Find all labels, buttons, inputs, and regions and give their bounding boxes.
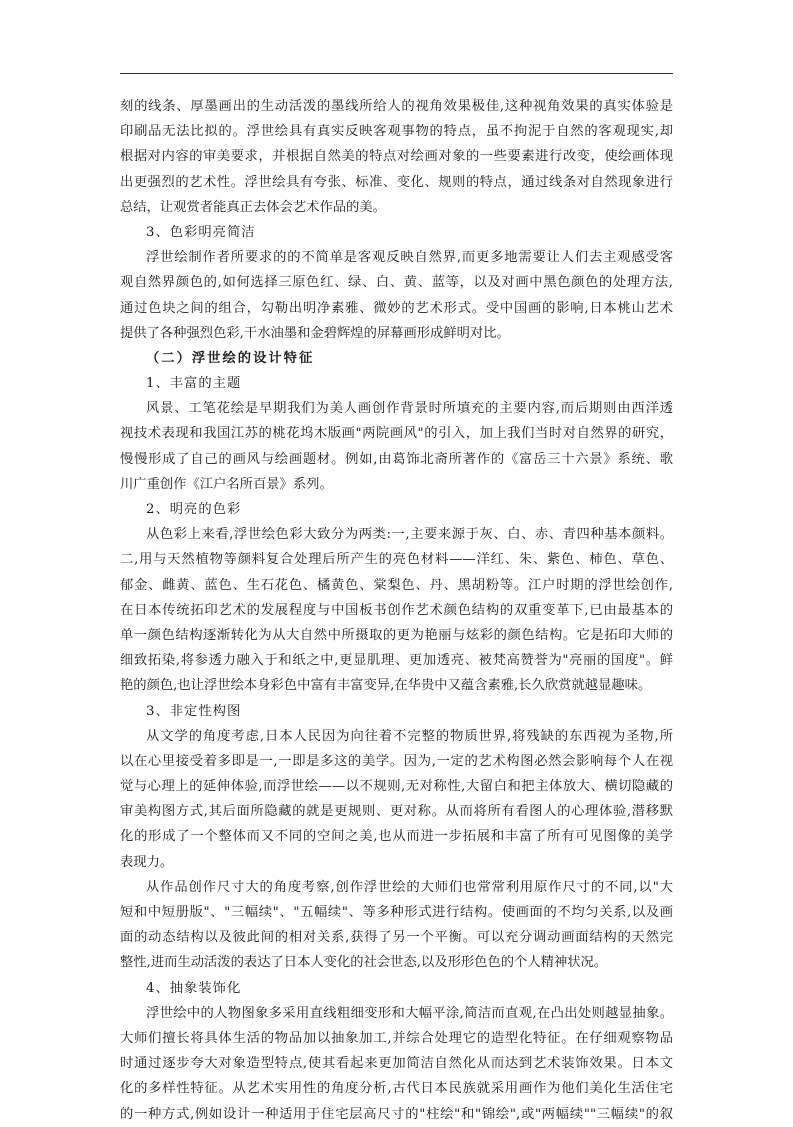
paragraph-last-line: 整性,进而生动活泼的表达了日本人变化的社会世态,以及形形色色的个人精神状况。 bbox=[120, 955, 608, 971]
paragraph-line: 时通过逐步夸大对象造型特点,使其看起来更加简洁自然化从而达到艺术装饰效果。日本文 bbox=[120, 1056, 673, 1072]
paragraph-line: 出更强烈的艺术性。浮世绘具有夸张、标准、变化、规则的特点，通过线条对自然现象进行 bbox=[120, 174, 673, 190]
paragraph-line: 审美构图方式,其后面所隐藏的就是更规则、更对称。从而将所有看图人的心理体验,潜移默 bbox=[120, 804, 673, 820]
paragraph-last-line: 表现力。 bbox=[120, 854, 174, 870]
paragraph-last-line: 艳的颜色,也让浮世绘本身彩色中富有丰富变异,在华贵中又蕴含素雅,长久欣赏就越显趣味。 bbox=[120, 678, 652, 694]
paragraph-first-line: 从色彩上来看,浮世绘色彩大致分为两类:一,主要来源于灰、白、赤、青四种基本颜料。 bbox=[146, 527, 673, 543]
paragraph-line: 细致拓染,将参透力融入于和纸之中,更显肌理、更加透亮、被梵高赞誉为"亮丽的国度"。鲜 bbox=[120, 653, 673, 669]
paragraph-line: 慢慢形成了自己的画风与绘画题材。例如,由葛饰北斋所著作的《富岳三十六景》系统、歌 bbox=[120, 451, 673, 467]
section-heading: 3、色彩明亮简洁 bbox=[146, 224, 256, 240]
header-rule bbox=[120, 73, 673, 74]
paragraph-line: 在日本传统拓印艺术的发展程度与中国板书创作艺术颜色结构的双重变革下,已由最基本的 bbox=[120, 602, 673, 618]
paragraph-line: 郁金、雌黄、蓝色、生石花色、橘黄色、棠梨色、丹、黑胡粉等。江户时期的浮世绘创作, bbox=[120, 577, 673, 593]
paragraph-first-line: 风景、工笔花绘是早期我们为美人画创作背景时所填充的主要内容,而后期则由西洋透 bbox=[146, 401, 673, 417]
paragraph-line: 以在心里接受着多即是一,一即是多这的美学。因为,一定的艺术构图必然会影响每个人在视 bbox=[120, 753, 673, 769]
document-body bbox=[120, 94, 673, 1127]
paragraph-line: 短和中短册版"、"三幅续"、"五幅续"、等多种形式进行结构。使画面的不均匀关系,以及画 bbox=[120, 905, 673, 920]
paragraph-line: 化的形成了一个整体而又不同的空间之美,也从而进一步拓展和丰富了所有可见图像的美学 bbox=[120, 829, 673, 845]
section-heading: 4、抽象装饰化 bbox=[146, 980, 242, 996]
paragraph-last-line: 川广重创作《江户名所百景》系列。 bbox=[120, 476, 333, 492]
paragraph-first-line: 浮世绘制作者所要求的的不简单是客观反映自然界,而更多地需要让人们去主观感受客 bbox=[146, 250, 673, 266]
paragraph-last-line: 总结，让观赏者能真正去体会艺术作品的美。 bbox=[120, 199, 386, 215]
paragraph-first-line: 从作品创作尺寸大的角度考察,创作浮世绘的大师们也常常利用原作尺寸的不同,以"大 bbox=[146, 879, 673, 895]
paragraph-last-line: 提供了各种强烈色彩,干水油墨和金碧辉煌的屏幕画形成鲜明对比。 bbox=[120, 325, 510, 341]
paragraph-line: 二,用与天然植物等颜料复合处理后所产生的亮色材料——洋红、朱、紫色、柿色、草色、 bbox=[120, 552, 673, 568]
paragraph-line: 视技术表现和我国江苏的桃花坞木版画"两院画风"的引入，加上我们当时对自然界的研究， bbox=[120, 426, 673, 442]
paragraph-first-line: 浮世绘中的人物图象多采用直线粗细变形和大幅平涂,简洁而直观,在凸出处则越显抽象。 bbox=[146, 1005, 673, 1021]
paragraph-line: 化的多样性特征。从艺术实用性的角度分析,古代日本民族就采用画作为他们美化生活住宅 bbox=[120, 1081, 673, 1097]
paragraph-line: 刻的线条、厚墨画出的生动活泼的墨线所给人的视角效果极佳,这种视角效果的真实体验是 bbox=[120, 99, 673, 114]
paragraph-line: 的一种方式,例如设计一种适用于住宅层高尺寸的"柱绘"和"锦绘",或"两幅续""三幅续"的叙 bbox=[120, 1106, 673, 1122]
paragraph-line: 单一颜色结构逐渐转化为从大自然中所摄取的更为艳丽与炫彩的颜色结构。它是拓印大师的 bbox=[120, 627, 673, 643]
section-heading: 1、丰富的主题 bbox=[146, 376, 242, 392]
paragraph-line: 通过色块之间的组合，勾勒出明净素雅、微妙的艺术形式。受中国画的影响,日本桃山艺术 bbox=[120, 300, 673, 316]
chapter-heading: （二）浮世绘的设计特征 bbox=[146, 350, 315, 366]
paragraph-line: 觉与心理上的延伸体验,而浮世绘——以不规则,无对称性,大留白和把主体放大、横切隐藏的 bbox=[120, 779, 673, 795]
paragraph-line: 面的动态结构以及彼此间的相对关系,获得了另一个平衡。可以充分调动画面结构的天然完 bbox=[120, 930, 673, 946]
paragraph-line: 根据对内容的审美要求，并根据自然美的特点对绘画对象的一些要素进行改变，使绘画体现 bbox=[120, 149, 673, 165]
paragraph-line: 大师们擅长将具体生活的物品加以抽象加工,并综合处理它的造型化特征。在仔细观察物品 bbox=[120, 1030, 673, 1046]
paragraph-line: 印刷品无法比拟的。浮世绘具有真实反映客观事物的特点，虽不拘泥于自然的客观现实,却 bbox=[120, 124, 673, 140]
paragraph-first-line: 从文学的角度考虑,日本人民因为向往着不完整的物质世界,将残缺的东西视为圣物,所 bbox=[146, 728, 673, 744]
section-heading: 2、明亮的色彩 bbox=[146, 502, 242, 517]
paragraph-line: 观自然界颜色的,如何选择三原色红、绿、白、黄、蓝等，以及对画中黑色颜色的处理方法, bbox=[120, 275, 673, 291]
section-heading: 3、非定性构图 bbox=[146, 703, 242, 719]
